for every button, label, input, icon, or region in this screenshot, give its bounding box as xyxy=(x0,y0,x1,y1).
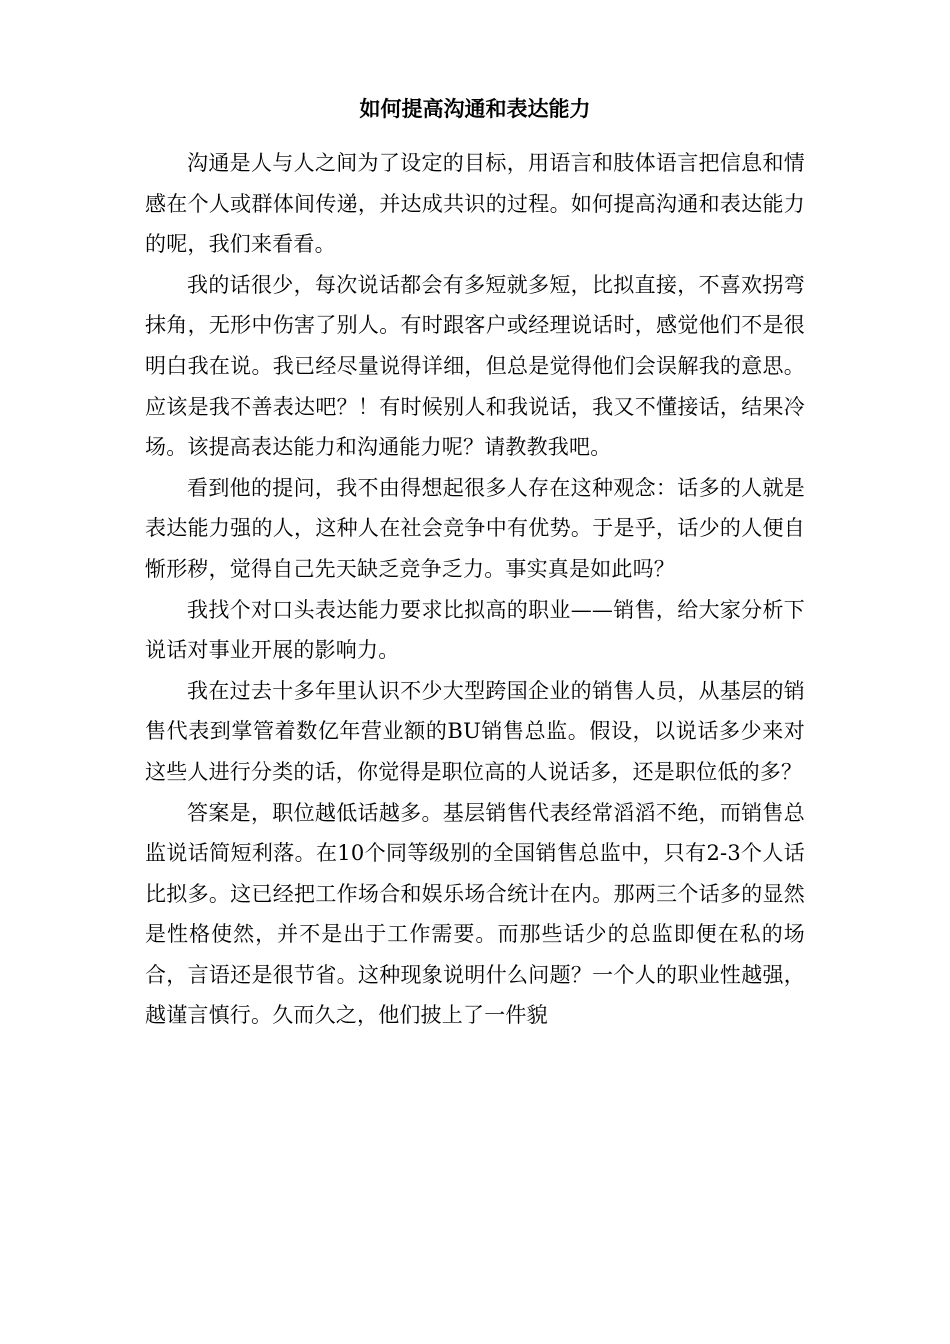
document-title: 如何提高沟通和表达能力 xyxy=(359,96,591,121)
paragraph-5: 我在过去十多年里认识不少大型跨国企业的销售人员，从基层的销售代表到掌管着数亿年营业额的BU销售总监。假设，以说话多少来对这些人进行分类的话，你觉得是职位高的人说话多，还是职位低的多？ xyxy=(145,678,805,784)
paragraph-4: 我找个对口头表达能力要求比拟高的职业——销售，给大家分析下说话对事业开展的影响力。 xyxy=(145,597,805,663)
paragraph-1: 沟通是人与人之间为了设定的目标，用语言和肢体语言把信息和情感在个人或群体间传递，并达成共识的过程。如何提高沟通和表达能力的呢，我们来看看。 xyxy=(145,151,805,257)
paragraph-6: 答案是，职位越低话越多。基层销售代表经常滔滔不绝，而销售总监说话简短利落。在10个同等级别的全国销售总监中，只有2-3个人话比拟多。这已经把工作场合和娱乐场合统计在内。那两三个话多的显然是性格使然，并不是出于工作需要。而那些话少的总监即便在私的场合，言语还是很节省。这种现象说明什么问题？一个人的职业性越强，越谨言慎行。久而久之，他们披上了一件貌 xyxy=(145,800,805,1028)
paragraph-2: 我的话很少，每次说话都会有多短就多短，比拟直接，不喜欢拐弯抹角，无形中伤害了别人。有时跟客户或经理说话时，感觉他们不是很明白我在说。我已经尽量说得详细，但总是觉得他们会误解我的意思。应该是我不善表达吧？！有时候别人和我说话，我又不懂接话，结果冷场。该提高表达能力和沟通能力呢？请教教我吧。 xyxy=(145,272,805,460)
document-body xyxy=(145,143,805,1036)
paragraph-3: 看到他的提问，我不由得想起很多人存在这种观念：话多的人就是表达能力强的人，这种人在社会竞争中有优势。于是乎，话少的人便自惭形秽，觉得自己先天缺乏竞争乏力。事实真是如此吗？ xyxy=(145,475,805,581)
